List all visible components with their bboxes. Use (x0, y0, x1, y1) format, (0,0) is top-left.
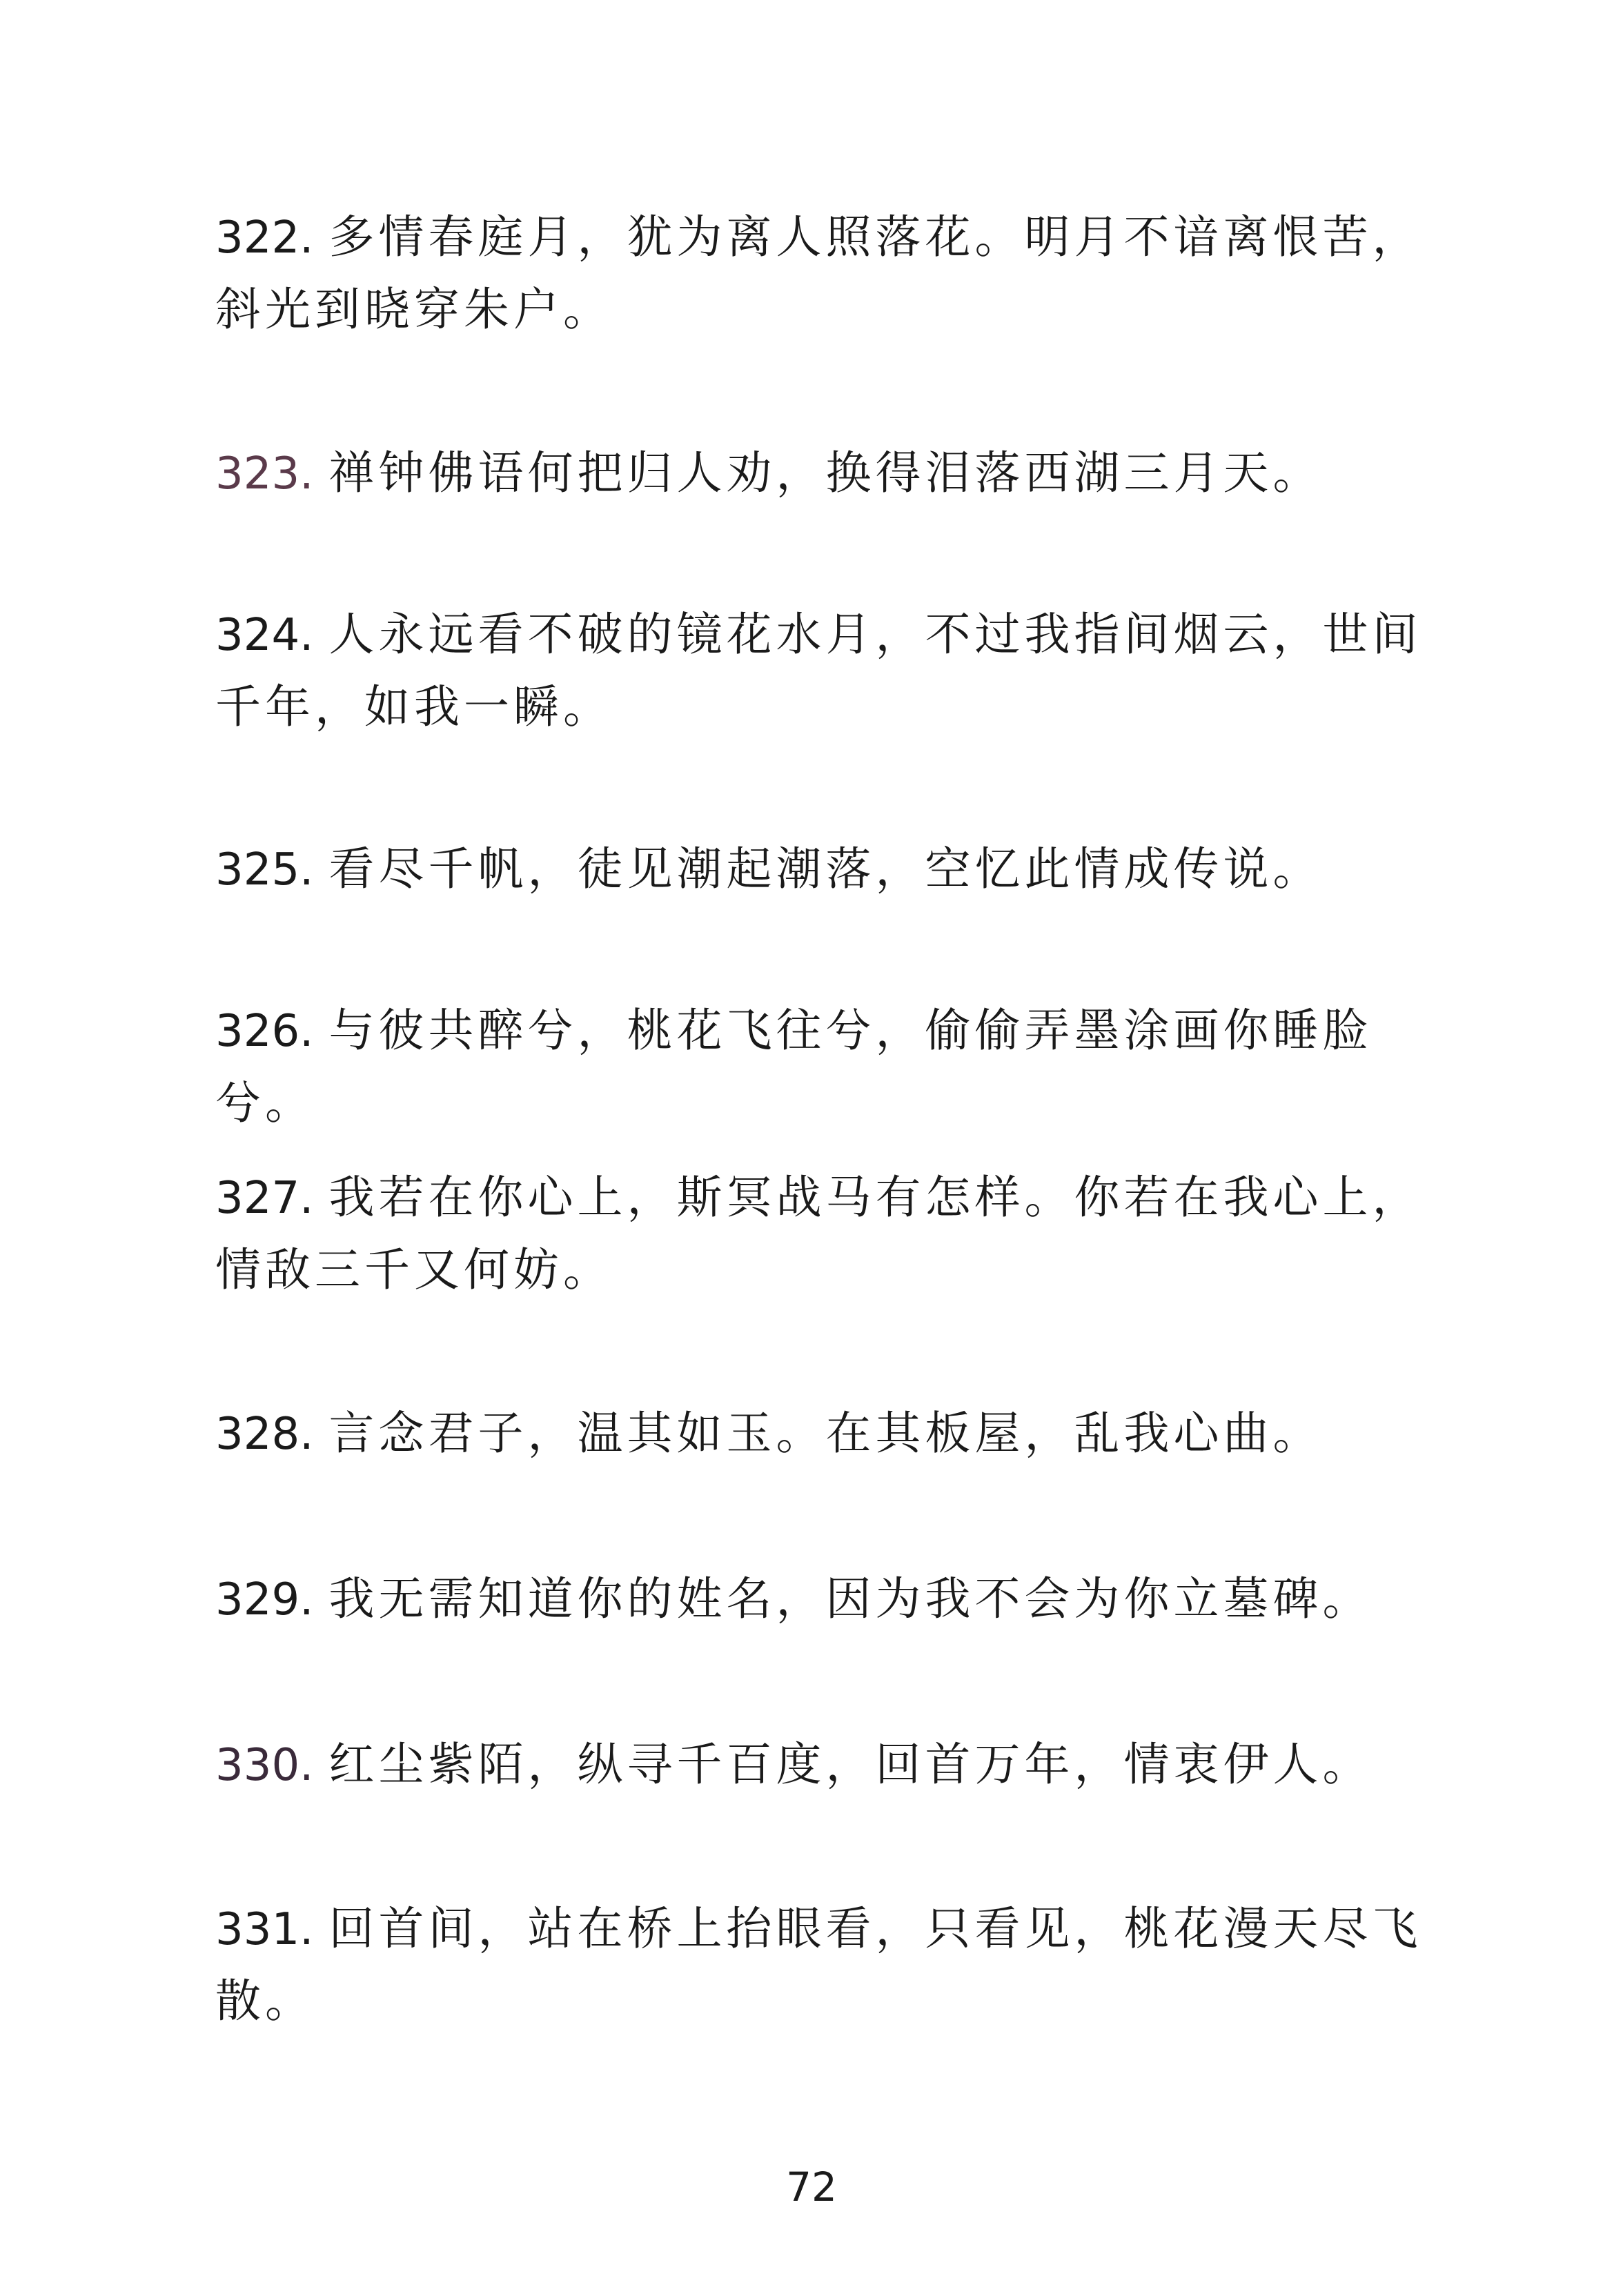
entry-number: 331. (215, 1904, 314, 1955)
entry-text: 红尘紫陌，纵寻千百度，回首万年，情衷伊人。 (328, 1738, 1373, 1791)
entry-text: 言念君子，温其如玉。在其板屋，乱我心曲。 (328, 1407, 1323, 1460)
entry-text: 人永远看不破的镜花水月，不过我指间烟云，世间千年，如我一瞬。 (215, 608, 1422, 733)
entry-number: 323. (215, 448, 314, 499)
entry-328 (215, 1398, 1430, 1470)
entry-text: 回首间，站在桥上抬眼看，只看见，桃花漫天尽飞散。 (215, 1902, 1422, 2028)
entry-number: 324. (215, 610, 314, 661)
entry-327 (215, 1162, 1430, 1306)
entry-322 (215, 201, 1430, 346)
entry-number: 328. (215, 1409, 314, 1460)
entry-number: 327. (215, 1173, 314, 1224)
entry-text: 禅钟佛语何把归人劝，换得泪落西湖三月天。 (328, 446, 1323, 499)
entry-324 (215, 599, 1430, 743)
page-number: 72 (786, 2164, 837, 2210)
entry-331 (215, 1893, 1430, 2037)
entry-text: 我若在你心上，斯冥战马有怎样。你若在我心上，情敌三千又何妨。 (215, 1171, 1422, 1296)
entry-number: 322. (215, 212, 314, 264)
entry-number: 329. (215, 1574, 314, 1625)
entry-text: 我无需知道你的姓名，因为我不会为你立墓碑。 (328, 1572, 1373, 1625)
entry-323 (215, 437, 1430, 510)
entry-330 (215, 1729, 1430, 1801)
entry-number: 330. (215, 1740, 314, 1791)
entry-text: 多情春庭月，犹为离人照落花。明月不谙离恨苦，斜光到晓穿朱户。 (215, 210, 1422, 336)
entry-326 (215, 995, 1430, 1139)
entry-number: 326. (215, 1006, 314, 1057)
entry-text: 与彼共醉兮，桃花飞往兮，偷偷弄墨涂画你睡脸兮。 (215, 1004, 1373, 1129)
entry-text: 看尽千帆，徒见潮起潮落，空忆此情成传说。 (328, 842, 1323, 895)
entry-325 (215, 833, 1430, 906)
entry-329 (215, 1563, 1430, 1636)
entry-number: 325. (215, 844, 314, 895)
